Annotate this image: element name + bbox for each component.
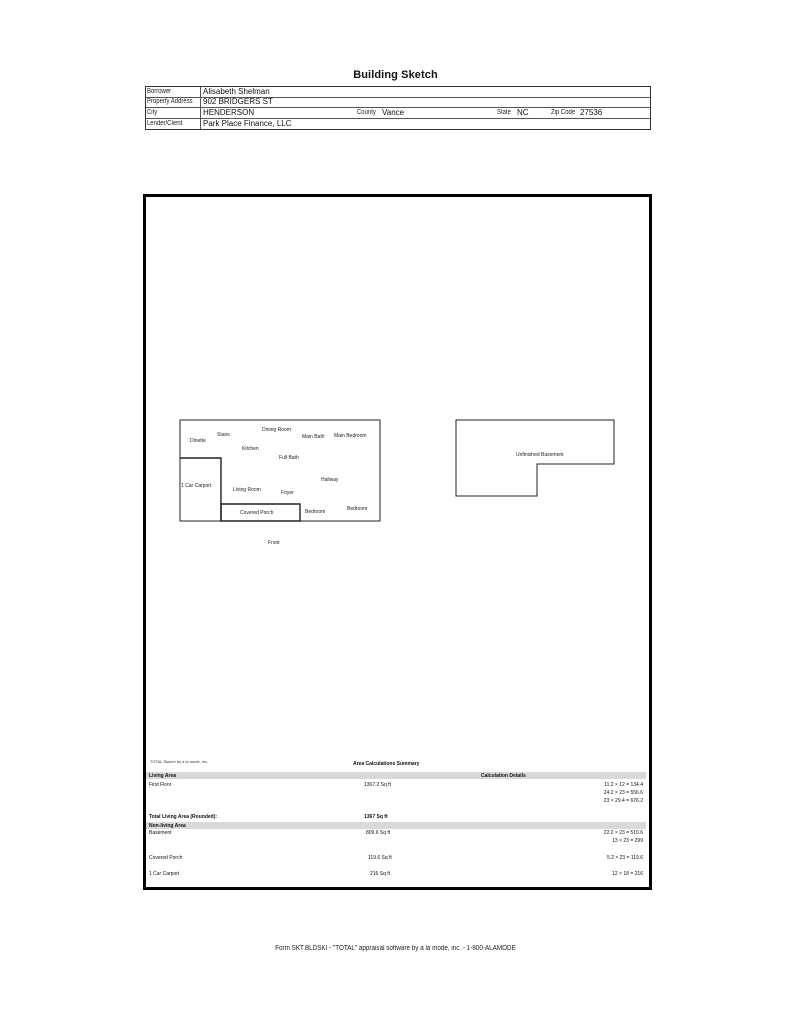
room-label-stairs: Stairs [217, 432, 230, 438]
covered-porch-calc: 5.2 × 23 = 119.6 [606, 855, 643, 861]
carport-label: 1 Car Carport [149, 871, 180, 877]
county-value: Vance [382, 108, 405, 117]
city-label: City [147, 109, 158, 116]
carport-calc: 12 × 18 = 216 [612, 871, 643, 877]
basement-calc-1: 22.2 × 23 = 510.6 [603, 830, 643, 836]
basement-calc-2: 13 × 23 = 299 [612, 838, 643, 844]
room-label-main-bedroom: Main Bedroom [334, 433, 367, 439]
zip-label: Zip Code [551, 109, 576, 116]
room-label-foyer: Foyer [281, 490, 294, 496]
first-floor-area: 1367.2 Sq ft [364, 782, 391, 788]
room-label-dinette: Dinette [190, 438, 206, 444]
form-footer: Form SKT.BLDSKI - "TOTAL" appraisal software by a la mode, inc. - 1-800-ALAMODE [275, 945, 516, 952]
room-label-hallway: Hallway [321, 477, 339, 483]
county-label: County [357, 109, 376, 116]
room-label-living-room: Living Room [233, 487, 261, 493]
covered-porch-label: Covered Porch [149, 855, 183, 861]
room-label-basement: Unfinished Basement [516, 452, 564, 458]
label-front: Front [268, 540, 280, 546]
total-living-area-value: 1367 Sq ft [364, 814, 388, 820]
borrower-label: Borrower [147, 88, 172, 95]
room-label-full-bath: Full Bath [279, 455, 299, 461]
non-living-header-band [146, 822, 646, 829]
first-floor-calc-3: 23 × 29.4 = 676.2 [603, 798, 643, 804]
summary-title: Area Calculations Summary [353, 761, 420, 767]
first-floor-calc-2: 24.2 × 23 = 556.6 [603, 790, 643, 796]
basement-label: Basement [149, 830, 172, 836]
zip-value: 27536 [580, 108, 603, 117]
property-label: Property Address [147, 98, 193, 105]
room-label-covered-porch: Covered Porch [240, 510, 274, 516]
covered-porch-area: 119.6 Sq ft [368, 855, 392, 861]
first-floor-label: First Floor [149, 782, 172, 788]
basement-outline [456, 420, 614, 496]
living-area-header-band [146, 772, 646, 779]
state-label: State [497, 109, 511, 116]
room-label-kitchen: Kitchen [242, 446, 259, 452]
lender-label: Lender/Client [147, 120, 183, 127]
carport-area: 216 Sq ft [370, 871, 391, 877]
living-area-label: Living Area [149, 773, 177, 779]
calc-details-label: Calculation Details [481, 773, 526, 779]
basement-area: 809.6 Sq ft [366, 830, 391, 836]
room-label-bedroom-1: Bedroom [305, 509, 326, 515]
sketch-credit: TOTAL Sketch by a la mode, inc. [150, 759, 209, 764]
lender-value: Park Place Finance, LLC [203, 119, 292, 128]
first-floor-calc-1: 11.2 × 12 = 134.4 [604, 782, 643, 788]
room-label-main-bath: Main Bath [302, 434, 325, 440]
carport-outline [180, 458, 221, 521]
property-value: 902 BRIDGERS ST [203, 97, 273, 106]
page-title: Building Sketch [353, 69, 438, 81]
room-label-carport: 1 Car Carport [181, 483, 212, 489]
state-value: NC [517, 108, 529, 117]
city-value: HENDERSON [203, 108, 255, 117]
borrower-value: Alisabeth Shelman [203, 87, 270, 96]
room-label-bedroom-2: Bedroom [347, 506, 368, 512]
non-living-area-label: Non-living Area [149, 823, 186, 829]
total-living-area-label: Total Living Area (Rounded): [149, 814, 218, 820]
room-label-dining-room: Dining Room [262, 427, 291, 433]
